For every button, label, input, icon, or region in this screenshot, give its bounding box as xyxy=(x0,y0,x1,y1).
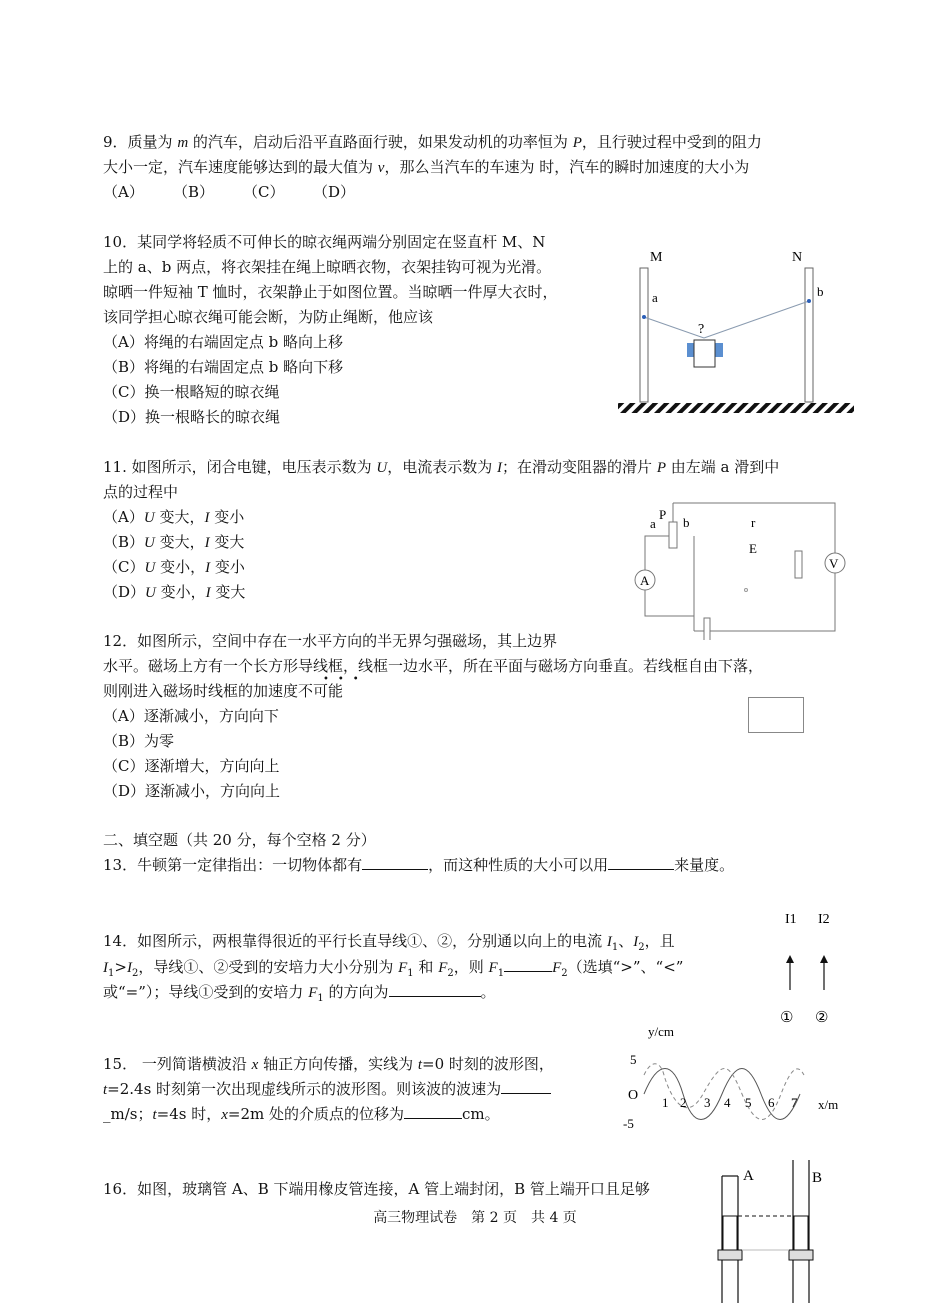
emphasis-dots: ••• xyxy=(323,674,368,685)
label-wire-1: ① xyxy=(780,1010,794,1026)
var-m: m xyxy=(177,135,189,151)
label-N: N xyxy=(792,250,803,265)
blank-13-1[interactable] xyxy=(362,855,428,870)
wave-tick-1: 1 xyxy=(662,1095,669,1110)
q10-line1: 10．某同学将轻质不可伸长的晾衣绳两端分别固定在竖直杆 M、N xyxy=(103,233,546,251)
q12-option-a: （A）逐渐减小，方向向下 xyxy=(103,707,279,725)
q10-option-a: （A）将绳的右端固定点 b 略向上移 xyxy=(103,333,343,351)
q12-line3: 则刚进入磁场时线框的加速度不可能 xyxy=(103,682,344,700)
option-a: （A） xyxy=(103,183,144,201)
q10-option-c: （C）换一根略短的晾衣绳 xyxy=(103,383,280,401)
arrow-head-1 xyxy=(786,955,794,963)
label-E: E xyxy=(749,541,757,556)
node-dot xyxy=(745,589,748,592)
ammeter-label: A xyxy=(640,573,650,588)
q14-line1: 14．如图所示，两根靠得很近的平行长直导线①、②，分别通以向上的电流 $I_1$、$I_2$，且 xyxy=(103,932,675,953)
label-wire-2: ② xyxy=(815,1010,829,1026)
label-a: a xyxy=(652,290,658,305)
pole-N xyxy=(805,268,813,402)
point-b xyxy=(807,299,811,303)
arrow-head-2 xyxy=(820,955,828,963)
switch xyxy=(704,618,710,640)
option-c: （C） xyxy=(243,183,285,201)
q12-line1: 12．如图所示，空间中存在一水平方向的半无界匀强磁场，其上边界 xyxy=(103,632,558,650)
q16-line1: 16．如图，玻璃管 A、B 下端用橡皮管连接，A 管上端封闭，B 管上端开口且足够 xyxy=(103,1180,650,1198)
q10-line4: 该同学担心晾衣绳可能会断，为防止绳断，他应该 xyxy=(103,308,434,326)
wave-origin: O xyxy=(628,1088,639,1103)
q11-line2: 点的过程中 xyxy=(103,483,179,501)
q12-option-b: （B）为零 xyxy=(103,732,175,750)
wave-figure xyxy=(618,1020,848,1140)
wave-y5: 5 xyxy=(630,1052,637,1067)
q11-option-c: （C）U 变小，I 变小 xyxy=(103,558,245,576)
circuit-figure xyxy=(628,498,853,640)
tube-label-B: B xyxy=(812,1170,823,1186)
q14-line3: 或“=”）；导线①受到的安培力 $F_1$ 的方向为 。 xyxy=(103,983,496,1004)
label-b: b xyxy=(683,515,690,530)
ground xyxy=(618,403,854,413)
label-M: M xyxy=(650,250,663,265)
option-d: （D） xyxy=(313,183,356,201)
voltmeter-label: V xyxy=(829,556,839,571)
blank-13-2[interactable] xyxy=(608,855,674,870)
q9-options xyxy=(103,182,355,202)
q15-line3: _m/s；t=4s 时，x=2m 处的介质点的位移为 cm。 xyxy=(103,1105,500,1123)
wave-tick-2: 2 xyxy=(680,1095,687,1110)
section-2-heading: 二、填空题（共 20 分，每个空格 2 分） xyxy=(103,831,376,849)
q12-option-d: （D）逐渐减小，方向向上 xyxy=(103,782,281,800)
label-a: a xyxy=(650,516,656,531)
hanger-hook-label: ? xyxy=(698,322,705,337)
q11-option-b: （B）U 变大，I 变大 xyxy=(103,533,245,551)
connector-A xyxy=(718,1250,742,1260)
q9-line1: 9．质量为 m 的汽车，启动后沿平直路面行驶，如果发动机的功率恒为 P，且行驶过程中受到的阻力 xyxy=(103,133,762,151)
q13-line: 13．牛顿第一定律指出：一切物体都有 ，而这种性质的大小可以用 来量度。 xyxy=(103,856,735,874)
rheostat-slider xyxy=(669,522,677,548)
emphasis-not-possible: 不可能 xyxy=(298,682,344,700)
wave-solid xyxy=(644,1069,800,1120)
resistor xyxy=(795,551,802,578)
label-I1: I1 xyxy=(785,912,797,927)
q15-line2: t=2.4s 时刻第一次出现虚线所示的波形图。则该波的波速为 xyxy=(103,1079,551,1100)
q9-line2: 大小一定，汽车速度能够达到的最大值为 v，那么当汽车的车速为 时，汽车的瞬时加速度的大小为 xyxy=(103,158,750,176)
tube-label-A: A xyxy=(743,1168,754,1184)
parallel-wires-figure xyxy=(775,905,845,1030)
q10-line2: 上的 a、b 两点，将衣架挂在绳上晾晒衣物，衣架挂钩可视为光滑。 xyxy=(103,258,552,276)
wave-xlabel: x/m xyxy=(818,1097,839,1112)
blank-14-1[interactable] xyxy=(504,957,552,972)
rope-left xyxy=(644,317,704,338)
option-b: （B） xyxy=(173,183,215,201)
q10-option-d: （D）换一根略长的晾衣绳 xyxy=(103,408,281,426)
page-footer: 高三物理试卷 第 2 页 共 4 页 xyxy=(373,1210,577,1226)
var-P: P xyxy=(572,135,582,151)
q14-line2: $I_1>I_2$，导线①、②受到的安培力大小分别为 $F_1$ 和 $F_2$，则 $F_1$ $F_2$（选填“>”、“<” xyxy=(103,958,684,979)
wave-tick-3: 3 xyxy=(704,1095,711,1110)
hanger-right-arm xyxy=(715,343,723,357)
q11-option-a: （A）U 变大，I 变小 xyxy=(103,508,245,526)
tube-figure xyxy=(705,1158,845,1303)
tshirt-icon xyxy=(694,340,715,367)
clothesline-figure xyxy=(612,240,862,420)
q10-line3: 晾晒一件短袖 T 恤时，衣架静止于如图位置。当晾晒一件厚大衣时， xyxy=(103,283,558,301)
q15-line1: 15． 一列简谐横波沿 x 轴正方向传播，实线为 t=0 时刻的波形图， xyxy=(103,1055,554,1073)
blank-15-1[interactable] xyxy=(501,1079,551,1094)
label-P: P xyxy=(659,507,667,522)
rope-right xyxy=(704,301,809,338)
wire-frame-rect xyxy=(748,697,804,733)
wave-dashed xyxy=(644,1064,804,1120)
point-a xyxy=(642,315,646,319)
q11-line1: 11. 如图所示，闭合电键，电压表示数为 U，电流表示数为 I；在滑动变阻器的滑片 P 由左端 a 滑到中 xyxy=(103,458,780,476)
blank-14-2[interactable] xyxy=(389,982,481,997)
label-I2: I2 xyxy=(818,912,830,927)
pole-M xyxy=(640,268,648,402)
wave-tick-6: 6 xyxy=(768,1095,775,1110)
wave-tick-4: 4 xyxy=(724,1095,731,1110)
wave-yneg5: -5 xyxy=(623,1116,634,1131)
q10-option-b: （B）将绳的右端固定点 b 略向下移 xyxy=(103,358,344,376)
label-b: b xyxy=(817,284,824,299)
label-r: r xyxy=(751,515,756,530)
connector-B xyxy=(789,1250,813,1260)
var-v: v xyxy=(377,160,385,176)
wave-tick-5: 5 xyxy=(745,1095,752,1110)
wave-ylabel: y/cm xyxy=(648,1024,674,1039)
q12-option-c: （C）逐渐增大，方向向上 xyxy=(103,757,280,775)
q12-line2: 水平。磁场上方有一个长方形导线框，线框一边水平，所在平面与磁场方向垂直。若线框自由下落， xyxy=(103,657,764,675)
wave-tick-7: 7 xyxy=(791,1095,798,1110)
q11-option-d: （D）U 变小，I 变大 xyxy=(103,583,246,601)
blank-15-2[interactable] xyxy=(404,1104,462,1119)
